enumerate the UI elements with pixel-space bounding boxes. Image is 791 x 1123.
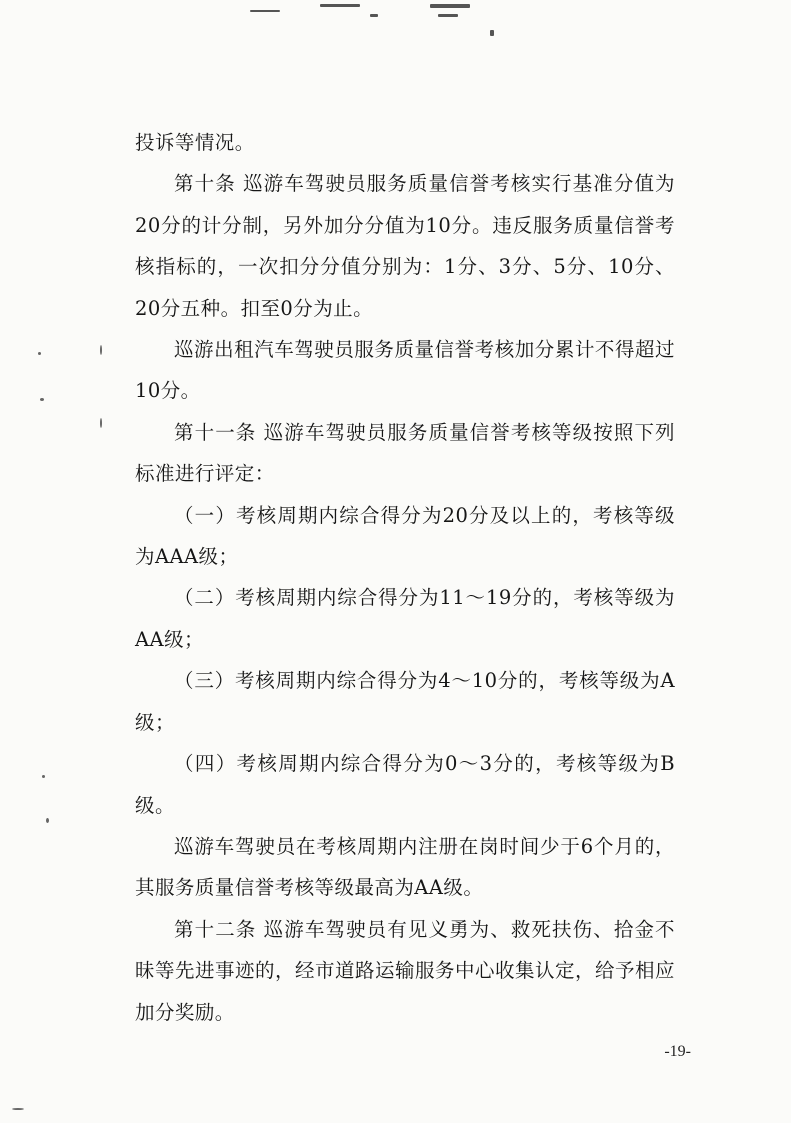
paragraph-registration-limit: 巡游车驾驶员在考核周期内注册在岗时间少于6个月的，其服务质量信誉考核等级最高为AA级。: [135, 834, 675, 900]
scan-speck: [12, 1108, 24, 1110]
paragraph-article-12: 第十二条 巡游车驾驶员有见义勇为、救死扶伤、拾金不昧等先进事迹的，经市道路运输服务中心收集认定，给予相应加分奖励。: [135, 917, 675, 1024]
scan-speck: [42, 775, 45, 778]
scan-speck: [100, 418, 102, 428]
document-body: [135, 122, 675, 1033]
paragraph-grade-b: （四）考核周期内综合得分为0～3分的，考核等级为B级。: [135, 752, 675, 817]
paragraph-grade-a: （三）考核周期内综合得分为4～10分的，考核等级为A级；: [135, 669, 675, 734]
scan-speck: [100, 345, 102, 355]
page-number: -19-: [664, 1043, 691, 1060]
scan-speck: [40, 398, 44, 401]
paragraph-bonus-limit: 巡游出租汽车驾驶员服务质量信誉考核加分累计不得超过10分。: [135, 338, 675, 403]
scan-noise: [180, 0, 540, 30]
paragraph-grade-aaa: （一）考核周期内综合得分为20分及以上的，考核等级为AAA级；: [135, 503, 675, 569]
paragraph-grade-aa: （二）考核周期内综合得分为11～19分的，考核等级为AA级；: [135, 586, 675, 651]
scan-speck: [46, 818, 49, 823]
paragraph-article-10: 第十条 巡游车驾驶员服务质量信誉考核实行基准分值为20分的计分制，另外加分分值为10分。违反服务质量信誉考核指标的，一次扣分分值分别为：1分、3分、5分、10分、20分五种。扣至0分为止。: [135, 172, 675, 320]
paragraph-1: 投诉等情况。: [135, 131, 255, 154]
scan-speck: [38, 352, 41, 355]
paragraph-article-11: 第十一条 巡游车驾驶员服务质量信誉考核等级按照下列标准进行评定：: [135, 420, 675, 486]
